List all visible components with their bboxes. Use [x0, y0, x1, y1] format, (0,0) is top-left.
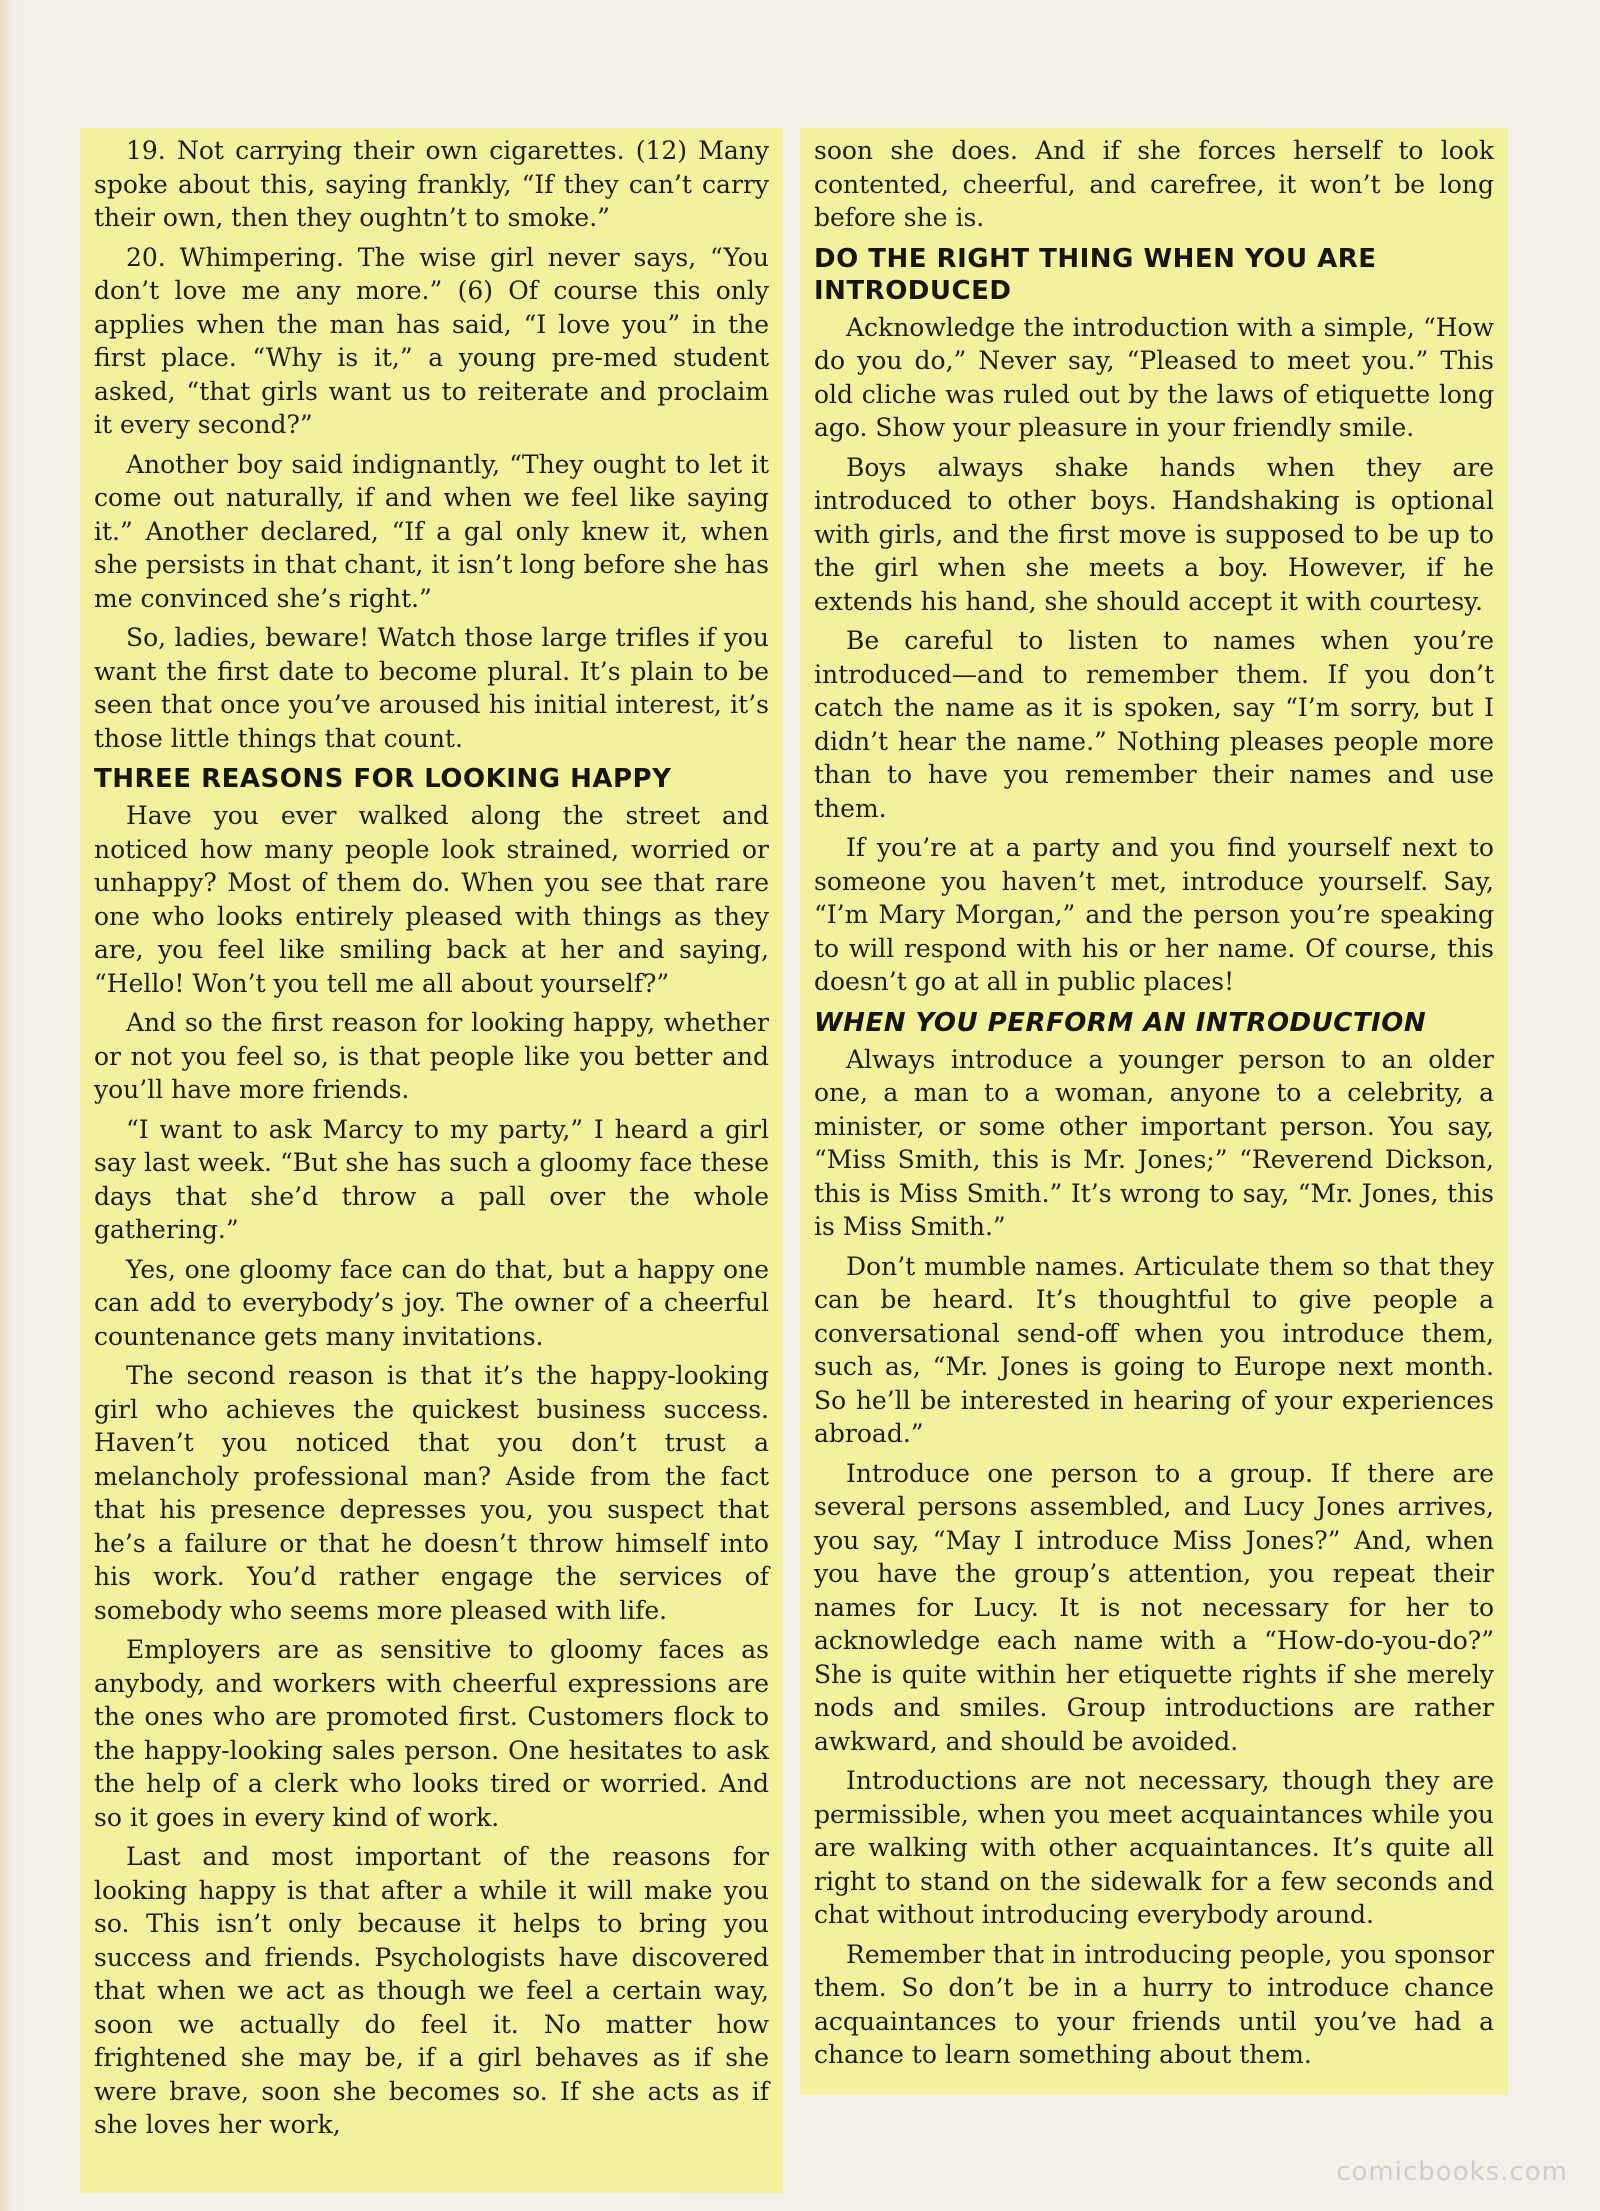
paragraph: The second reason is that it’s the happy-looking girl who achieves the quickest business success. Haven’t you noticed that you don’t trust a melancholy professional man? Aside from the fact that his presence depresses you, you suspect that he’s a failure or that he doesn’t throw himself into his work. You’d rather engage the services of somebody who seems more pleased with life. — [94, 1361, 769, 1625]
site-watermark: comicbooks.com — [1336, 2157, 1568, 2187]
paragraph: Another boy said indignantly, “They ought to let it come out naturally, if and when we feel like saying it.” Another declared, “If a gal only knew it, when she persists in that chant, it isn’t long before she has me convinced she’s right.” — [94, 449, 769, 613]
paragraph: soon she does. And if she forces herself to look contented, cheerful, and carefree, it won’t be long before she is. — [814, 136, 1494, 232]
paragraph: Yes, one gloomy face can do that, but a happy one can add to everybody’s joy. The owner of a cheerful countenance gets many invitations. — [94, 1254, 769, 1351]
paragraph: Last and most important of the reasons for looking happy is that after a while it will make you so. This isn’t only because it helps to bring you success and friends. Psychologists have discovered that when we act as though we feel a certain way, soon we actually do feel it. No matter how frightened she may be, if a girl behaves as if she were brave, soon she becomes so. If she acts as if she loves her work, — [94, 1842, 769, 2139]
paragraph: Acknowledge the introduction with a simple, “How do you do,” Never say, “Pleased to meet you.” This old cliche was ruled out by the laws of etiquette long ago. Show your pleasure in your friendly smile. — [814, 312, 1494, 442]
paragraph: Boys always shake hands when they are introduced to other boys. Handshaking is optional with girls, and the first move is supposed to be up to the girl when she meets a boy. However, if he extends his hand, she should accept it with courtesy. — [814, 452, 1494, 616]
paragraph: “I want to ask Marcy to my party,” I heard a girl say last week. “But she has such a gloomy face these days that she’d throw a pall over the whole gathering.” — [94, 1114, 769, 1244]
paragraph: 20. Whimpering. The wise girl never says, “You don’t love me any more.” (6) Of course this only applies when the man has said, “I love you” in the first place. “Why is it,” a young pre-med student asked, “that girls want us to reiterate and proclaim it every second?” — [94, 242, 769, 439]
paragraph: Introduce one person to a group. If there are several persons assembled, and Lucy Jones arrives, you say, “May I introduce Miss Jones?” And, when you have the group’s attention, you repeat their names for Lucy. It is not necessary for her to acknowledge each name with a “How-do-you-do?” She is quite within her etiquette rights if she merely nods and smiles. Group introductions are rather awkward, and should be avoided. — [814, 1458, 1494, 1756]
right-column — [800, 128, 1508, 2095]
paragraph: So, ladies, beware! Watch those large trifles if you want the first date to become plural. It’s plain to be seen that once you’ve aroused his initial interest, it’s those little things that count. — [94, 623, 769, 753]
paragraph: Employers are as sensitive to gloomy faces as anybody, and workers with cheerful expressions are the ones who are promoted first. Customers flock to the happy-looking sales person. One hesitates to ask the help of a clerk who looks tired or worried. And so it goes in every kind of work. — [94, 1635, 769, 1832]
paragraph: And so the first reason for looking happy, whether or not you feel so, is that people like you better and you’ll have more friends. — [94, 1008, 769, 1104]
paragraph: 19. Not carrying their own cigarettes. (12) Many spoke about this, saying frankly, “If they can’t carry their own, then they oughtn’t to smoke.” — [94, 136, 769, 232]
section-heading: DO THE RIGHT THING WHEN YOU ARE INTRODUCED — [814, 243, 1377, 306]
paragraph: Always introduce a younger person to an older one, a man to a woman, anyone to a celebrity, a minister, or some other important person. You say, “Miss Smith, this is Mr. Jones;” “Reverend Dickson, this is Miss Smith.” It’s wrong to say, “Mr. Jones, this is Miss Smith.” — [814, 1044, 1494, 1241]
left-column — [80, 128, 783, 2193]
paragraph: Be careful to listen to names when you’re introduced—and to remember them. If you don’t catch the name as it is spoken, say “I’m sorry, but I didn’t hear the name.” Nothing pleases people more than to have you remember their names and use them. — [814, 626, 1494, 823]
section-heading: WHEN YOU PERFORM AN INTRODUCTION — [814, 1007, 1427, 1038]
section-heading: THREE REASONS FOR LOOKING HAPPY — [94, 764, 672, 794]
paragraph: If you’re at a party and you find yourself next to someone you haven’t met, introduce yourself. Say, “I’m Mary Morgan,” and the person you’re speaking to will respond with his or her name. Of course, this doesn’t go at all in public places! — [814, 833, 1494, 996]
paragraph: Have you ever walked along the street and noticed how many people look strained, worried or unhappy? Most of them do. When you see that rare one who looks entirely pleased with things as they are, you feel like smiling back at her and saying, “Hello! Won’t you tell me all about yourself?” — [94, 801, 769, 998]
paragraph: Remember that in introducing people, you sponsor them. So don’t be in a hurry to introduce chance acquaintances to your friends until you’ve had a chance to learn something about them. — [814, 1939, 1494, 2069]
paragraph: Introductions are not necessary, though they are permissible, when you meet acquaintances while you are walking with other acquaintances. It’s quite all right to stand on the sidewalk for a few seconds and chat without introducing everybody around. — [814, 1766, 1494, 1929]
paragraph: Don’t mumble names. Articulate them so that they can be heard. It’s thoughtful to give people a conversational send-off when you introduce them, such as, “Mr. Jones is going to Europe next month. So he’ll be interested in hearing of your experiences abroad.” — [814, 1251, 1494, 1448]
